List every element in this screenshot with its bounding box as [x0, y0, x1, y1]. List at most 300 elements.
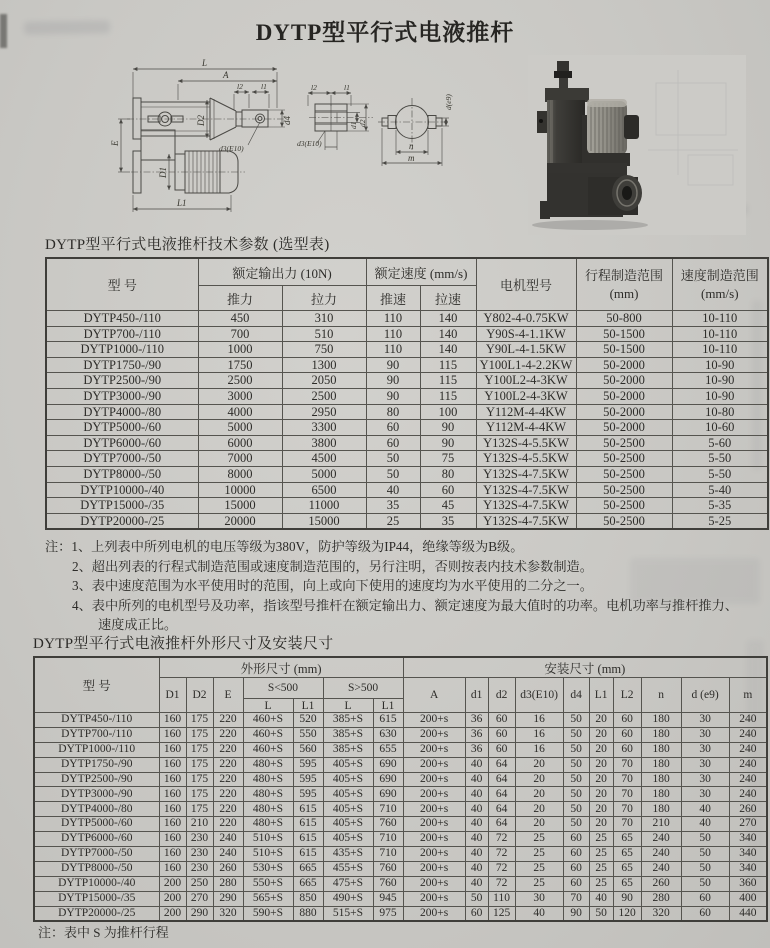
table-row	[34, 891, 767, 906]
model-cell: DYTP5000-/60	[34, 817, 159, 832]
value-cell: 240	[641, 861, 681, 876]
value-cell: 50	[366, 466, 420, 482]
dim-label-d4: d4	[282, 116, 292, 125]
value-cell: 20	[515, 802, 563, 817]
value-cell: 460+S	[243, 713, 293, 728]
value-cell: 50-1500	[576, 342, 672, 358]
model-cell: DYTP450-/110	[34, 713, 159, 728]
value-cell: 50-2000	[576, 420, 672, 436]
value-cell: 630	[373, 727, 403, 742]
dimension-table-body	[34, 713, 767, 922]
model-cell: DYTP10000-/40	[34, 876, 159, 891]
value-cell: 70	[613, 772, 641, 787]
value-cell: 945	[373, 891, 403, 906]
model-cell: DYTP1750-/90	[34, 757, 159, 772]
value-cell: 200+s	[403, 757, 465, 772]
dim-label-l2: l2	[237, 82, 243, 91]
value-cell: 200	[159, 876, 186, 891]
value-cell: 240	[729, 727, 767, 742]
value-cell: 40	[465, 802, 488, 817]
value-cell: 8000	[198, 466, 282, 482]
value-cell: 16	[515, 742, 563, 757]
value-cell: 110	[366, 342, 420, 358]
value-cell: 30	[681, 757, 729, 772]
value-cell: 50	[681, 832, 729, 847]
value-cell: 64	[488, 787, 515, 802]
value-cell: 710	[373, 832, 403, 847]
value-cell: 270	[729, 817, 767, 832]
value-cell: 665	[293, 861, 323, 876]
dim-label-d3-detail: d3(E10)	[297, 139, 322, 148]
value-cell: 655	[373, 742, 403, 757]
dim-label-de9: d(e9)	[444, 94, 453, 110]
value-cell: 260	[641, 876, 681, 891]
value-cell: Y90L-4-1.5KW	[476, 342, 576, 358]
table-row	[34, 772, 767, 787]
notes-block	[45, 537, 745, 635]
value-cell: 240	[729, 757, 767, 772]
value-cell: 90	[366, 357, 420, 373]
value-cell: 220	[213, 713, 243, 728]
note-line-continuation: 速度成正比。	[98, 617, 178, 632]
value-cell: 455+S	[323, 861, 373, 876]
dim-label-m: m	[408, 153, 415, 163]
value-cell: 550+S	[243, 876, 293, 891]
value-cell: 450	[198, 311, 282, 327]
value-cell: 405+S	[323, 832, 373, 847]
value-cell: 110	[488, 891, 515, 906]
value-cell: 200+s	[403, 847, 465, 862]
value-cell: 175	[186, 742, 213, 757]
dim-label-d1: d1	[349, 121, 358, 129]
table2-footnote: 注：表中 S 为推杆行程	[38, 925, 169, 940]
header-E: E	[213, 678, 243, 713]
model-cell: DYTP15000-/35	[34, 891, 159, 906]
value-cell: 200	[159, 891, 186, 906]
value-cell: 50	[563, 713, 589, 728]
value-cell: 60	[613, 727, 641, 742]
value-cell: 70	[563, 891, 589, 906]
table-row	[34, 713, 767, 728]
dim-label-L1: L1	[177, 198, 187, 208]
header-rated-speed: 额定速度 (mm/s)	[366, 258, 476, 286]
page-title: DYTP型平行式电液推杆	[255, 20, 515, 45]
value-cell: 385+S	[323, 727, 373, 742]
value-cell: 175	[186, 713, 213, 728]
value-cell: 2050	[282, 373, 366, 389]
header-stroke-range	[576, 258, 672, 311]
value-cell: 180	[641, 787, 681, 802]
value-cell: 40	[465, 876, 488, 891]
table-row	[46, 482, 768, 498]
value-cell: 405+S	[323, 757, 373, 772]
value-cell: 60	[563, 847, 589, 862]
value-cell: 175	[186, 772, 213, 787]
value-cell: 385+S	[323, 713, 373, 728]
value-cell: 200	[159, 906, 186, 921]
value-cell: 320	[641, 906, 681, 921]
header-L-gt: L	[323, 699, 373, 713]
model-cell: DYTP4000-/80	[46, 404, 198, 420]
value-cell: 210	[186, 817, 213, 832]
value-cell: 475+S	[323, 876, 373, 891]
value-cell: Y100L1-4-2.2KW	[476, 357, 576, 373]
spec-table-body	[46, 311, 768, 530]
value-cell: 60	[613, 713, 641, 728]
spec-table-title: DYTP型平行式电液推杆技术参数 (选型表)	[45, 237, 330, 253]
value-cell: 5-50	[672, 466, 768, 482]
value-cell: 60	[465, 906, 488, 921]
dim-label-n: n	[409, 141, 414, 151]
value-cell: 50-2500	[576, 435, 672, 451]
dim-label-D2: D2	[196, 115, 206, 126]
value-cell: 35	[420, 513, 476, 529]
value-cell: 200+s	[403, 817, 465, 832]
value-cell: Y100L2-4-3KW	[476, 373, 576, 389]
value-cell: 72	[488, 847, 515, 862]
value-cell: 5-25	[672, 513, 768, 529]
value-cell: 5-60	[672, 435, 768, 451]
value-cell: 360	[729, 876, 767, 891]
value-cell: 6500	[282, 482, 366, 498]
value-cell: 180	[641, 713, 681, 728]
dim-label-l1-detail: l1	[344, 83, 350, 92]
value-cell: 5000	[198, 420, 282, 436]
dim-label-l2-detail: l2	[311, 83, 317, 92]
value-cell: 40	[515, 906, 563, 921]
value-cell: 20	[589, 802, 613, 817]
value-cell: 15000	[282, 513, 366, 529]
value-cell: 180	[641, 757, 681, 772]
model-cell: DYTP6000-/60	[34, 832, 159, 847]
value-cell: 10-110	[672, 326, 768, 342]
header-pull-speed: 拉速	[420, 286, 476, 311]
value-cell: 70	[613, 757, 641, 772]
value-cell: 64	[488, 802, 515, 817]
value-cell: 40	[465, 861, 488, 876]
table-row	[46, 435, 768, 451]
value-cell: 30	[681, 742, 729, 757]
value-cell: 115	[420, 373, 476, 389]
value-cell: 160	[159, 742, 186, 757]
note-prefix: 注：	[45, 539, 72, 554]
value-cell: 40	[589, 891, 613, 906]
value-cell: 65	[613, 861, 641, 876]
header-d-e9: d (e9)	[681, 678, 729, 713]
header-speed-range	[672, 258, 768, 311]
model-cell: DYTP4000-/80	[34, 802, 159, 817]
value-cell: 385+S	[323, 742, 373, 757]
value-cell: 20	[589, 772, 613, 787]
value-cell: 25	[366, 513, 420, 529]
value-cell: 60	[488, 742, 515, 757]
table-row	[34, 906, 767, 921]
value-cell: 50	[563, 742, 589, 757]
table-row	[46, 404, 768, 420]
spec-selection-table	[45, 257, 769, 530]
value-cell: 25	[515, 861, 563, 876]
value-cell: 40	[465, 757, 488, 772]
value-cell: 25	[589, 832, 613, 847]
value-cell: 20	[515, 772, 563, 787]
value-cell: Y112M-4-4KW	[476, 404, 576, 420]
header-D1: D1	[159, 678, 186, 713]
value-cell: 30	[681, 787, 729, 802]
header-d4: d4	[563, 678, 589, 713]
value-cell: 1000	[198, 342, 282, 358]
value-cell: 480+S	[243, 772, 293, 787]
header-D2: D2	[186, 678, 213, 713]
value-cell: 115	[420, 357, 476, 373]
value-cell: 65	[613, 847, 641, 862]
value-cell: 50-2500	[576, 498, 672, 514]
value-cell: 16	[515, 727, 563, 742]
value-cell: 615	[293, 802, 323, 817]
value-cell: Y90S-4-1.1KW	[476, 326, 576, 342]
value-cell: 65	[613, 876, 641, 891]
value-cell: 530+S	[243, 861, 293, 876]
value-cell: 160	[159, 757, 186, 772]
value-cell: 560	[293, 742, 323, 757]
value-cell: 40	[465, 832, 488, 847]
value-cell: 140	[420, 326, 476, 342]
model-cell: DYTP5000-/60	[46, 420, 198, 436]
dim-label-A: A	[223, 70, 229, 80]
value-cell: Y802-4-0.75KW	[476, 311, 576, 327]
value-cell: 10000	[198, 482, 282, 498]
value-cell: 975	[373, 906, 403, 921]
dimension-table	[33, 656, 768, 922]
value-cell: 175	[186, 802, 213, 817]
table-row	[46, 466, 768, 482]
header-rated-output: 额定输出力 (10N)	[198, 258, 366, 286]
value-cell: 4000	[198, 404, 282, 420]
note-line: 3、表中速度范围为水平使用时的范围，向上或向下使用的速度均为水平使用的二分之一。	[72, 578, 593, 593]
table-row	[46, 311, 768, 327]
value-cell: 30	[681, 727, 729, 742]
value-cell: Y112M-4-4KW	[476, 420, 576, 436]
dim-label-d3: d3(E10)	[219, 144, 244, 153]
header-d3-E10: d3(E10)	[515, 678, 563, 713]
value-cell: 60	[488, 713, 515, 728]
value-cell: 40	[465, 772, 488, 787]
dim-label-L: L	[202, 58, 208, 68]
value-cell: 50	[465, 891, 488, 906]
header-n: n	[641, 678, 681, 713]
value-cell: 1750	[198, 357, 282, 373]
value-cell: 50	[366, 451, 420, 467]
value-cell: 70	[613, 817, 641, 832]
value-cell: 240	[213, 832, 243, 847]
model-cell: DYTP8000-/50	[34, 861, 159, 876]
value-cell: 240	[729, 713, 767, 728]
value-cell: 1300	[282, 357, 366, 373]
header-d1: d1	[465, 678, 488, 713]
value-cell: 65	[613, 832, 641, 847]
value-cell: 400	[729, 891, 767, 906]
value-cell: 80	[420, 466, 476, 482]
header-d2: d2	[488, 678, 515, 713]
value-cell: 160	[159, 713, 186, 728]
value-cell: 690	[373, 787, 403, 802]
value-cell: 60	[563, 861, 589, 876]
model-cell: DYTP20000-/25	[46, 513, 198, 529]
value-cell: 515+S	[323, 906, 373, 921]
value-cell: 160	[159, 802, 186, 817]
value-cell: 70	[613, 802, 641, 817]
note-line: 2、超出列表的行程式制造范围或速度制造范围的，另行注明，否则按表内技术参数制造。	[72, 558, 593, 574]
value-cell: 30	[515, 891, 563, 906]
value-cell: 7000	[198, 451, 282, 467]
header-outline-dims: 外形尺寸 (mm)	[159, 657, 403, 678]
value-cell: 260	[213, 861, 243, 876]
value-cell: 480+S	[243, 787, 293, 802]
value-cell: 90	[366, 388, 420, 404]
value-cell: 200+s	[403, 742, 465, 757]
value-cell: 480+S	[243, 802, 293, 817]
value-cell: 16	[515, 713, 563, 728]
value-cell: 405+S	[323, 802, 373, 817]
value-cell: 50	[563, 787, 589, 802]
value-cell: 30	[681, 713, 729, 728]
table-row	[46, 373, 768, 389]
value-cell: 480+S	[243, 757, 293, 772]
value-cell: 405+S	[323, 787, 373, 802]
value-cell: 760	[373, 861, 403, 876]
header-L1: L1	[589, 678, 613, 713]
value-cell: 690	[373, 757, 403, 772]
value-cell: 880	[293, 906, 323, 921]
header-pull-force: 拉力	[282, 286, 366, 311]
table-row	[46, 326, 768, 342]
model-cell: DYTP700-/110	[34, 727, 159, 742]
dimension-labels	[110, 58, 453, 208]
value-cell: 690	[373, 772, 403, 787]
value-cell: 50-2000	[576, 388, 672, 404]
value-cell: 850	[293, 891, 323, 906]
value-cell: 72	[488, 861, 515, 876]
value-cell: 50	[589, 906, 613, 921]
note-line	[45, 537, 745, 557]
value-cell: 290	[213, 891, 243, 906]
table-row	[34, 832, 767, 847]
value-cell: 210	[641, 817, 681, 832]
model-cell: DYTP6000-/60	[46, 435, 198, 451]
value-cell: 220	[213, 742, 243, 757]
value-cell: 75	[420, 451, 476, 467]
table-row	[34, 787, 767, 802]
value-cell: 270	[186, 891, 213, 906]
value-cell: 20	[515, 787, 563, 802]
value-cell: 230	[186, 847, 213, 862]
value-cell: 50	[681, 847, 729, 862]
value-cell: 290	[186, 906, 213, 921]
header-model: 型 号	[46, 258, 198, 311]
value-cell: 50-2500	[576, 451, 672, 467]
value-cell: 240	[641, 847, 681, 862]
value-cell: 200+s	[403, 772, 465, 787]
value-cell: 200+s	[403, 713, 465, 728]
main-side-view	[118, 69, 285, 212]
value-cell: 175	[186, 727, 213, 742]
value-cell: 90	[420, 435, 476, 451]
value-cell: 615	[293, 847, 323, 862]
value-cell: 110	[366, 311, 420, 327]
table-row	[46, 342, 768, 358]
value-cell: 510+S	[243, 832, 293, 847]
value-cell: 510+S	[243, 847, 293, 862]
header-stroke-range-line2: (mm)	[609, 285, 639, 301]
value-cell: 5-50	[672, 451, 768, 467]
value-cell: 160	[159, 861, 186, 876]
value-cell: 110	[366, 326, 420, 342]
model-cell: DYTP7000-/50	[34, 847, 159, 862]
value-cell: 180	[641, 802, 681, 817]
value-cell: 160	[159, 787, 186, 802]
value-cell: 490+S	[323, 891, 373, 906]
value-cell: 2500	[198, 373, 282, 389]
value-cell: 3300	[282, 420, 366, 436]
value-cell: Y132S-4-5.5KW	[476, 435, 576, 451]
value-cell: 15000	[198, 498, 282, 514]
value-cell: 240	[729, 742, 767, 757]
value-cell: 25	[589, 861, 613, 876]
value-cell: 5-40	[672, 482, 768, 498]
value-cell: 30	[681, 772, 729, 787]
value-cell: 70	[613, 787, 641, 802]
value-cell: 180	[641, 772, 681, 787]
value-cell: 50-2000	[576, 357, 672, 373]
value-cell: 615	[293, 817, 323, 832]
value-cell: 710	[373, 802, 403, 817]
value-cell: 595	[293, 757, 323, 772]
value-cell: 10-60	[672, 420, 768, 436]
header-speed-range-line2: (mm/s)	[700, 285, 739, 301]
value-cell: 240	[641, 832, 681, 847]
value-cell: 20	[589, 787, 613, 802]
table-row	[46, 420, 768, 436]
model-cell: DYTP2500-/90	[46, 373, 198, 389]
value-cell: 405+S	[323, 817, 373, 832]
value-cell: 405+S	[323, 772, 373, 787]
value-cell: 64	[488, 817, 515, 832]
value-cell: 36	[465, 727, 488, 742]
value-cell: 200+s	[403, 891, 465, 906]
value-cell: 615	[293, 832, 323, 847]
table-row	[34, 742, 767, 757]
value-cell: 60	[563, 832, 589, 847]
model-cell: DYTP450-/110	[46, 311, 198, 327]
value-cell: 240	[729, 772, 767, 787]
value-cell: 40	[366, 482, 420, 498]
value-cell: 3800	[282, 435, 366, 451]
header-motor-model: 电机型号	[476, 258, 576, 311]
value-cell: 60	[366, 435, 420, 451]
value-cell: 590+S	[243, 906, 293, 921]
table-row	[46, 498, 768, 514]
value-cell: 20	[589, 713, 613, 728]
value-cell: 50-2500	[576, 466, 672, 482]
value-cell: 36	[465, 713, 488, 728]
model-cell: DYTP3000-/90	[34, 787, 159, 802]
value-cell: 520	[293, 713, 323, 728]
table-row	[34, 876, 767, 891]
value-cell: 20	[589, 742, 613, 757]
value-cell: 40	[465, 787, 488, 802]
value-cell: 3000	[198, 388, 282, 404]
value-cell: 90	[563, 906, 589, 921]
value-cell: 140	[420, 342, 476, 358]
